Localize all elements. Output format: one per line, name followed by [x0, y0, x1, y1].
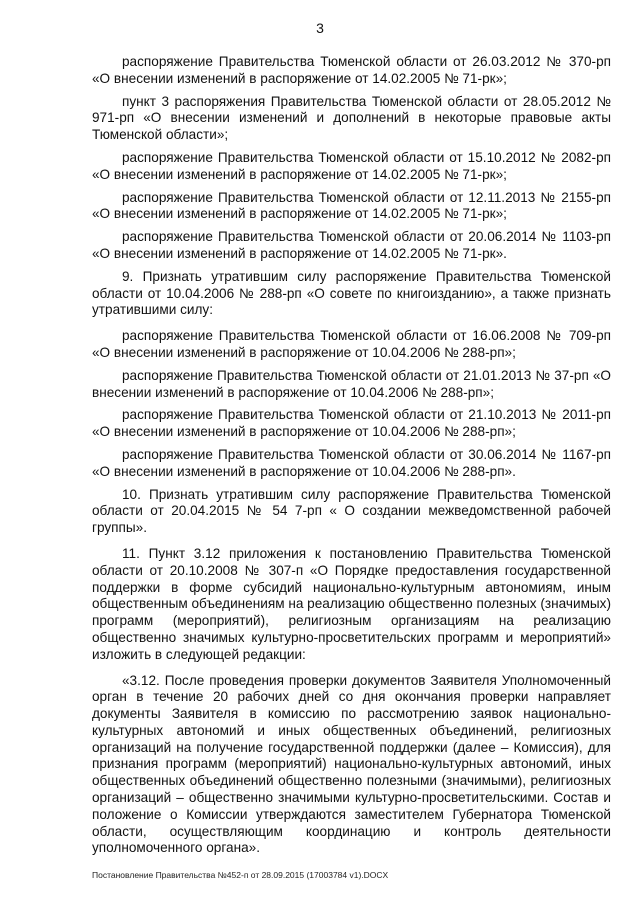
paragraph: распоряжение Правительства Тюменской области от 20.06.2014 № 1103-рп «О внесении изменений в распоряжение от 14.02.2005 № 71-рк». [92, 229, 611, 261]
paragraph: распоряжение Правительства Тюменской области от 26.03.2012 № 370-рп «О внесении изменений в распоряжение от 14.02.2005 № 71-рк»; [92, 54, 611, 86]
paragraph: распоряжение Правительства Тюменской области от 16.06.2008 № 709-рп «О внесении изменений в распоряжение от 10.04.2006 № 288-рп»; [92, 328, 611, 360]
paragraph: распоряжение Правительства Тюменской области от 21.10.2013 № 2011-рп «О внесении изменений в распоряжение от 10.04.2006 № 288-рп»; [92, 407, 611, 440]
paragraph: 9. Признать утратившим силу распоряжение Правительства Тюменской области от 10.04.2006 № 288-рп «О совете по книгоизданию», а также признать утратившими силу: [92, 268, 611, 318]
paragraph: распоряжение Правительства Тюменской области от 15.10.2012 № 2082-рп «О внесении изменений в распоряжение от 14.02.2005 № 71-рк»; [92, 149, 611, 182]
page-number: 3 [316, 20, 324, 36]
paragraph: распоряжение Правительства Тюменской области от 21.01.2013 № 37-рп «О внесении изменений в распоряжение от 10.04.2006 № 288-рп»; [92, 367, 611, 400]
paragraph: «3.12. После проведения проверки документов Заявителя Уполномоченный орган в течение 20 рабочих дней со дня окончания проверки направляет документы Заявителя в комиссию по рассмотрению заявок национально-культурных автономий и иных общественных объединений, религиозных организаций на получение государственной поддержки (далее – Комиссия), для признания программ (мероприятий) национально-культурных автономий, иных общественных объединений общественно полезными (значимыми), религиозных организаций – общественно значимыми культурно-просветительскими. Состав и положение о Комиссии утверждаются заместителем Губернатора Тюменской области, осуществляющим координацию и контроль деятельности уполномоченного органа». [92, 672, 611, 856]
paragraph: 11. Пункт 3.12 приложения к постановлению Правительства Тюменской области от 20.10.2008 № 307-п «О Порядке предоставления государственной поддержки в форме субсидий национально-культурным автономиям, иным общественным объединениям на реализацию общественно полезных (значимых) программ (мероприятий), религиозным организациям на реализацию общественно значимых культурно-просветительских программ и мероприятий» изложить в следующей редакции: [92, 545, 612, 662]
document-footer: Постановление Правительства №452-п от 28.09.2015 (17003784 v1).DOCX [92, 870, 389, 880]
paragraph: распоряжение Правительства Тюменской области от 12.11.2013 № 2155-рп «О внесении изменений в распоряжение от 14.02.2005 № 71-рк»; [92, 189, 611, 222]
paragraph: 10. Признать утратившим силу распоряжение Правительства Тюменской области от 20.04.2015 № 54 7-рп « О создании межведомственной рабочей группы». [92, 486, 611, 536]
document-body [92, 54, 611, 866]
paragraph: распоряжение Правительства Тюменской области от 30.06.2014 № 1167-рп «О внесении изменений в распоряжение от 10.04.2006 № 288-рп». [92, 446, 611, 479]
paragraph: пункт 3 распоряжения Правительства Тюменской области от 28.05.2012 № 971-рп «О внесении изменений и дополнений в некоторые правовые акты Тюменской области»; [92, 93, 611, 143]
